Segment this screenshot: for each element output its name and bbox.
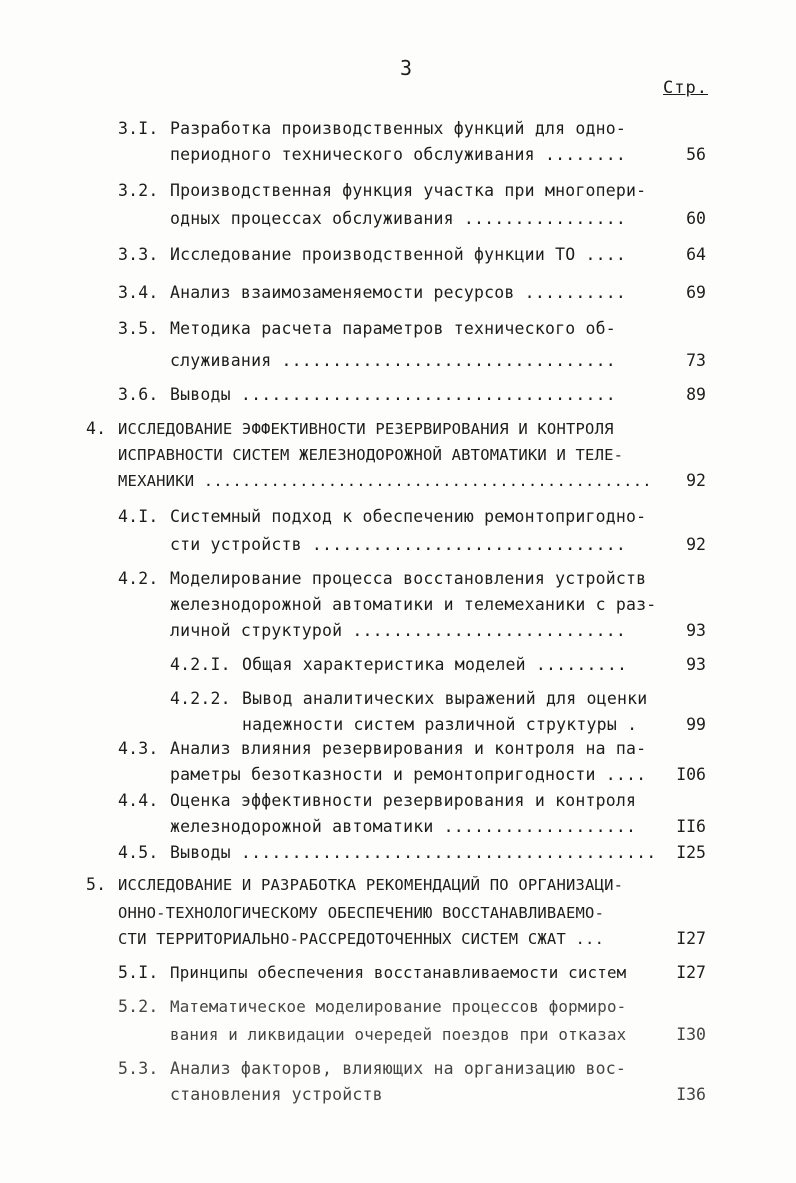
toc-entry-page: 60: [686, 209, 706, 228]
toc-entry-number: 4.3.: [118, 739, 159, 758]
toc-entry-number: 3.2.: [118, 181, 159, 200]
toc-entry-text: железнодорожной автоматики ...................: [170, 817, 637, 836]
toc-entry-number: 4.5.: [118, 843, 159, 862]
toc-entry-page: 73: [686, 351, 706, 370]
toc-entry-text: Производственная функция участка при многопери-: [170, 181, 647, 200]
toc-entry-number: 3.4.: [118, 283, 159, 302]
toc-entry-number: 4.2.I.: [170, 655, 231, 674]
toc-entry-number: 5.3.: [118, 1059, 159, 1078]
toc-entry-page: II6: [676, 817, 706, 836]
toc-entry-text: сти устройств ...............................: [170, 535, 627, 554]
toc-chapter-text: ИССЛЕДОВАНИЕ И РАЗРАБОТКА РЕКОМЕНДАЦИЙ ПО ОРГАНИЗАЦИ-: [118, 876, 624, 894]
toc-entry-page: 92: [686, 535, 706, 554]
toc-entry-text: Методика расчета параметров технического об-: [170, 319, 616, 338]
toc-chapter-text: ИСПРАВНОСТИ СИСТЕМ ЖЕЛЕЗНОДОРОЖНОЙ АВТОМАТИКИ И ТЕЛЕ-: [118, 446, 624, 464]
toc-entry-number: 4.2.2.: [170, 689, 231, 708]
toc-entry-page: I27: [676, 963, 706, 982]
toc-entry-text: периодного технического обслуживания ........: [170, 145, 627, 164]
toc-entry-page: 89: [686, 385, 706, 404]
toc-entry-text: Анализ влияния резервирования и контроля на па-: [170, 739, 647, 758]
toc-chapter-text: СТИ ТЕРРИТОРИАЛЬНО-РАССРЕДОТОЧЕННЫХ СИСТЕМ СЖАТ ...: [118, 930, 605, 948]
toc-entry-text: служивания .................................: [170, 351, 616, 370]
page-number: 3: [400, 56, 413, 80]
toc-entry-page: 64: [686, 245, 706, 264]
toc-entry-number: 4.2.: [118, 569, 159, 588]
toc-entry-number: 3.3.: [118, 245, 159, 264]
toc-entry-number: 5.I.: [118, 963, 159, 982]
toc-entry-page: I25: [676, 843, 706, 862]
toc-chapter-text: МЕХАНИКИ ...............................................: [118, 472, 652, 490]
toc-entry-text: становления устройств: [170, 1085, 383, 1104]
toc-entry-text: Общая характеристика моделей .........: [242, 655, 628, 674]
toc-entry-text: Принципы обеспечения восстанавливаемости систем: [170, 963, 627, 982]
toc-entry-number: 3.I.: [118, 119, 159, 138]
toc-entry-number: 3.5.: [118, 319, 159, 338]
toc-entry-text: Моделирование процесса восстановления устройств: [170, 569, 647, 588]
toc-entry-page: I36: [676, 1085, 706, 1104]
toc-entry-page: 92: [686, 471, 706, 490]
toc-entry-page: 69: [686, 283, 706, 302]
toc-entry-page: 93: [686, 621, 706, 640]
toc-entry-page: I30: [676, 1025, 706, 1044]
toc-entry-page: 93: [686, 655, 706, 674]
toc-entry-text: железнодорожной автоматики и телемеханики с раз-: [170, 595, 657, 614]
toc-entry-text: раметры безотказности и ремонтопригодности ....: [170, 765, 647, 784]
toc-entry-number: 5.2.: [118, 997, 159, 1016]
toc-entry-text: Оценка эффективности резервирования и контроля: [170, 791, 637, 810]
toc-chapter-number: 5.: [86, 875, 107, 894]
toc-entry-text: одных процессах обслуживания ................: [170, 209, 627, 228]
toc-entry-text: Разработка производственных функций для одно-: [170, 119, 627, 138]
toc-entry-text: Анализ взаимозаменяемости ресурсов ..........: [170, 283, 627, 302]
toc-entry-text: Выводы .........................................: [170, 843, 657, 862]
toc-entry-number: 4.4.: [118, 791, 159, 810]
page-column-header: Стр.: [663, 78, 708, 98]
toc-entry-text: надежности систем различной структуры .: [242, 715, 638, 734]
toc-entry-text: Математическое моделирование процессов формиро-: [170, 997, 627, 1016]
toc-entry-number: 4.I.: [118, 507, 159, 526]
toc-entry-page: 56: [686, 145, 706, 164]
toc-entry-page: I06: [676, 765, 706, 784]
toc-entry-text: вания и ликвидации очередей поездов при отказах: [170, 1025, 627, 1044]
toc-entry-text: Исследование производственной функции ТО ....: [170, 245, 627, 264]
toc-entry-page: 99: [686, 715, 706, 734]
toc-entry-text: Системный подход к обеспечению ремонтопригодно-: [170, 507, 647, 526]
toc-chapter-text: ОННО-ТЕХНОЛОГИЧЕСКОМУ ОБЕСПЕЧЕНИЮ ВОССТАНАВЛИВАЕМО-: [118, 904, 605, 922]
toc-chapter-text: ИССЛЕДОВАНИЕ ЭФФЕКТИВНОСТИ РЕЗЕРВИРОВАНИЯ И КОНТРОЛЯ: [118, 420, 614, 438]
toc-entry-text: Вывод аналитических выражений для оценки: [242, 689, 648, 708]
toc-chapter-number: 4.: [86, 419, 107, 438]
toc-entry-text: Выводы .....................................: [170, 385, 616, 404]
toc-entry-page: I27: [676, 929, 706, 948]
toc-entry-number: 3.6.: [118, 385, 159, 404]
toc-entry-text: личной структурой ...........................: [170, 621, 627, 640]
toc-entry-text: Анализ факторов, влияющих на организацию вос-: [170, 1059, 627, 1078]
